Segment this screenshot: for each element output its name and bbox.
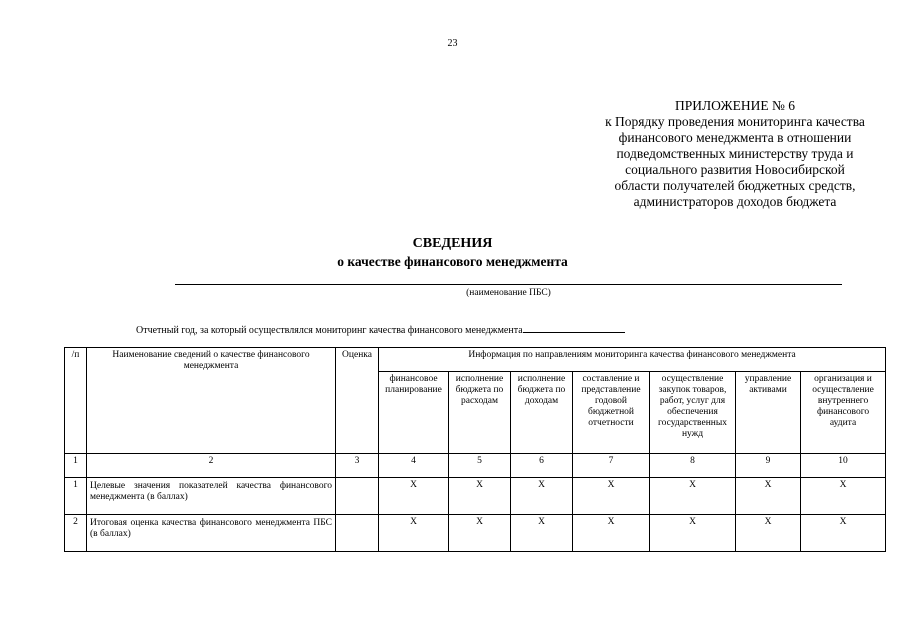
appendix-title: ПРИЛОЖЕНИЕ № 6 bbox=[674, 98, 796, 113]
row-index: 2 bbox=[65, 515, 87, 552]
row-value: X bbox=[573, 515, 650, 552]
subheader-cell: организация и осуществление внутреннего финансового аудита bbox=[801, 372, 886, 454]
row-value: X bbox=[511, 478, 573, 515]
row-name: Итоговая оценка качества финансового менеджмента ПБС (в баллах) bbox=[87, 515, 336, 552]
appendix-line: к Порядку проведения мониторинга качества bbox=[605, 114, 865, 129]
reporting-year-label: Отчетный год, за который осуществлялся мониторинг качества финансового менеджмента bbox=[136, 325, 523, 336]
column-number: 1 bbox=[65, 454, 87, 478]
row-value: X bbox=[650, 515, 736, 552]
organization-name-line bbox=[175, 284, 842, 285]
column-number: 9 bbox=[736, 454, 801, 478]
subheader-cell: исполнение бюджета по расходам bbox=[449, 372, 511, 454]
appendix-line: подведомственных министерству труда и bbox=[616, 146, 854, 161]
column-number: 10 bbox=[801, 454, 886, 478]
subheader-cell: финансовое планирование bbox=[379, 372, 449, 454]
row-value: X bbox=[736, 515, 801, 552]
row-value: X bbox=[379, 515, 449, 552]
row-score bbox=[336, 515, 379, 552]
column-number: 8 bbox=[650, 454, 736, 478]
subheader-cell: управление активами bbox=[736, 372, 801, 454]
row-value: X bbox=[801, 478, 886, 515]
table-row bbox=[65, 515, 886, 552]
appendix-block bbox=[575, 98, 895, 210]
header-row bbox=[65, 348, 886, 372]
row-index: 1 bbox=[65, 478, 87, 515]
row-score bbox=[336, 478, 379, 515]
header-group: Информация по направлениям мониторинга качества финансового менеджмента bbox=[379, 348, 886, 372]
subheader-cell: составление и представление годовой бюджетной отчетности bbox=[573, 372, 650, 454]
reporting-year-row bbox=[136, 323, 625, 336]
row-value: X bbox=[511, 515, 573, 552]
appendix-line: социального развития Новосибирской bbox=[625, 162, 845, 177]
reporting-year-blank bbox=[523, 323, 625, 333]
row-value: X bbox=[449, 478, 511, 515]
row-value: X bbox=[379, 478, 449, 515]
row-value: X bbox=[449, 515, 511, 552]
column-number: 3 bbox=[336, 454, 379, 478]
column-number: 5 bbox=[449, 454, 511, 478]
header-score: Оценка bbox=[336, 348, 379, 454]
appendix-line: администраторов доходов бюджета bbox=[633, 194, 837, 209]
document-title: СВЕДЕНИЯ bbox=[412, 236, 493, 251]
page-number: 23 bbox=[447, 38, 458, 49]
column-number: 2 bbox=[87, 454, 336, 478]
column-number: 6 bbox=[511, 454, 573, 478]
column-number-row bbox=[65, 454, 886, 478]
appendix-line: финансового менеджмента в отношении bbox=[618, 130, 852, 145]
subheader-cell: осуществление закупок товаров, работ, услуг для обеспечения государственных нужд bbox=[650, 372, 736, 454]
document-subtitle: о качестве финансового менеджмента bbox=[337, 254, 568, 269]
subheader-cell: исполнение бюджета по доходам bbox=[511, 372, 573, 454]
header-number: /п bbox=[65, 348, 87, 454]
row-value: X bbox=[573, 478, 650, 515]
column-number: 7 bbox=[573, 454, 650, 478]
organization-caption: (наименование ПБС) bbox=[466, 288, 551, 298]
row-value: X bbox=[736, 478, 801, 515]
row-value: X bbox=[650, 478, 736, 515]
quality-table bbox=[64, 347, 886, 552]
column-number: 4 bbox=[379, 454, 449, 478]
header-name: Наименование сведений о качестве финансового менеджмента bbox=[87, 348, 336, 454]
appendix-line: области получателей бюджетных средств, bbox=[614, 178, 856, 193]
row-name: Целевые значения показателей качества финансового менеджмента (в баллах) bbox=[87, 478, 336, 515]
row-value: X bbox=[801, 515, 886, 552]
table-row bbox=[65, 478, 886, 515]
